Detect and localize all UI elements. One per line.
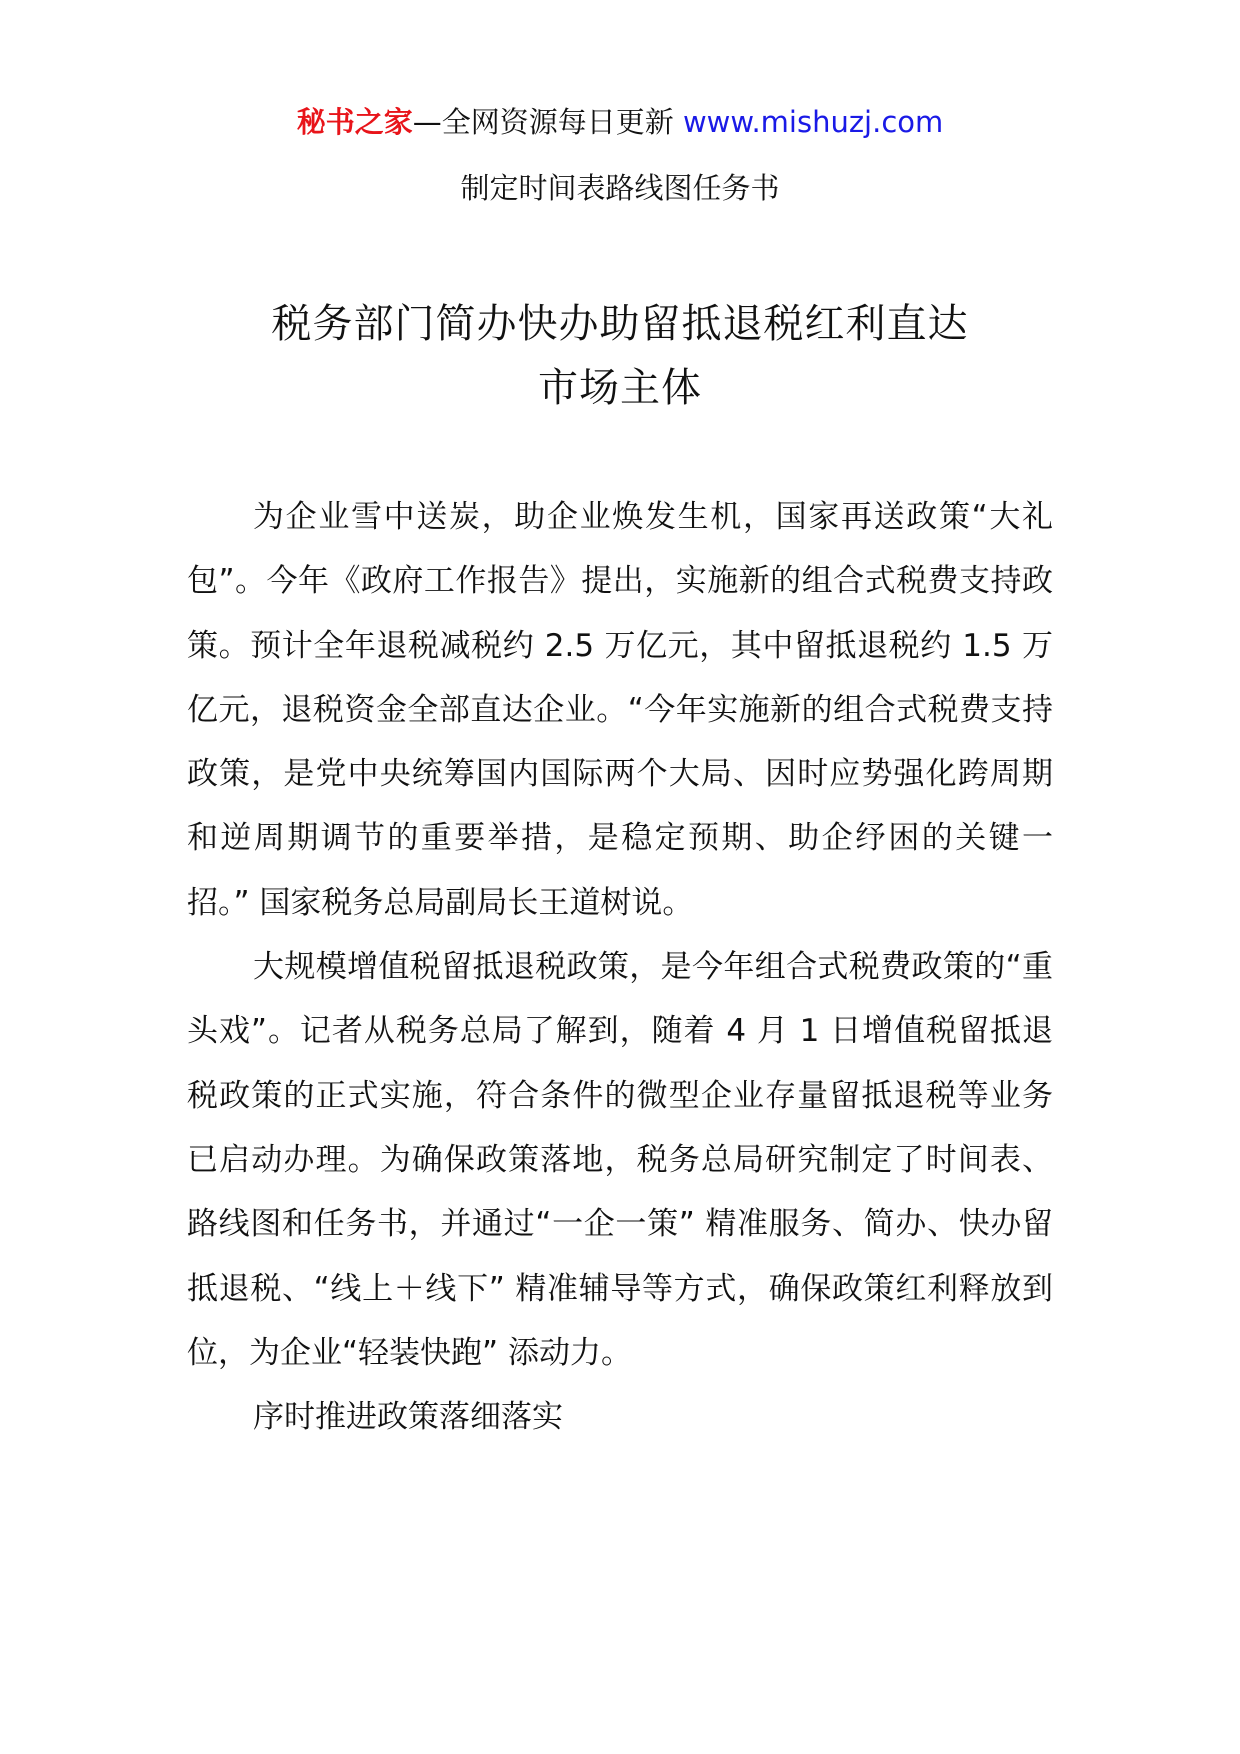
- site-header: [0, 100, 1240, 144]
- paragraph-2: 大规模增值税留抵退税政策，是今年组合式税费政策的“重头戏”。记者从税务总局了解到，随着 4 月 1 日增值税留抵退税政策的正式实施，符合条件的微型企业存量留抵退税等业务已启动办理。为确保政策落地，税务总局研究制定了时间表、路线图和任务书，并通过“一企一策” 精准服务、简办、快办留抵退税、“线上＋线下” 精准辅导等方式，确保政策红利释放到位，为企业“轻装快跑” 添动力。: [187, 949, 1053, 1371]
- document-title-line-1: 税务部门简办快办助留抵退税红利直达: [271, 301, 969, 347]
- document-body: [187, 485, 1053, 1449]
- site-url-link[interactable]: www.mishuzj.com: [682, 105, 944, 139]
- document-title: [150, 292, 1090, 420]
- paragraph-1: 为企业雪中送炭，助企业焕发生机，国家再送政策“大礼包”。今年《政府工作报告》提出，实施新的组合式税费支持政策。预计全年退税减税约 2.5 万亿元，其中留抵退税约 1.5 万亿元，退税资金全部直达企业。“今年实施新的组合式税费支持政策，是党中央统筹国内国际两个大局、因时应势强化跨周期和逆周期调节的重要举措，是稳定预期、助企纾困的关键一招。” 国家税务总局副局长王道树说。: [187, 499, 1053, 921]
- section-heading: 序时推进政策落细落实: [253, 1399, 563, 1436]
- site-name: 秘书之家: [296, 105, 413, 139]
- document-title-line-2: 市场主体: [538, 365, 702, 411]
- document-subtitle: 制定时间表路线图任务书: [460, 171, 780, 205]
- site-tagline: —全网资源每日更新: [412, 105, 683, 139]
